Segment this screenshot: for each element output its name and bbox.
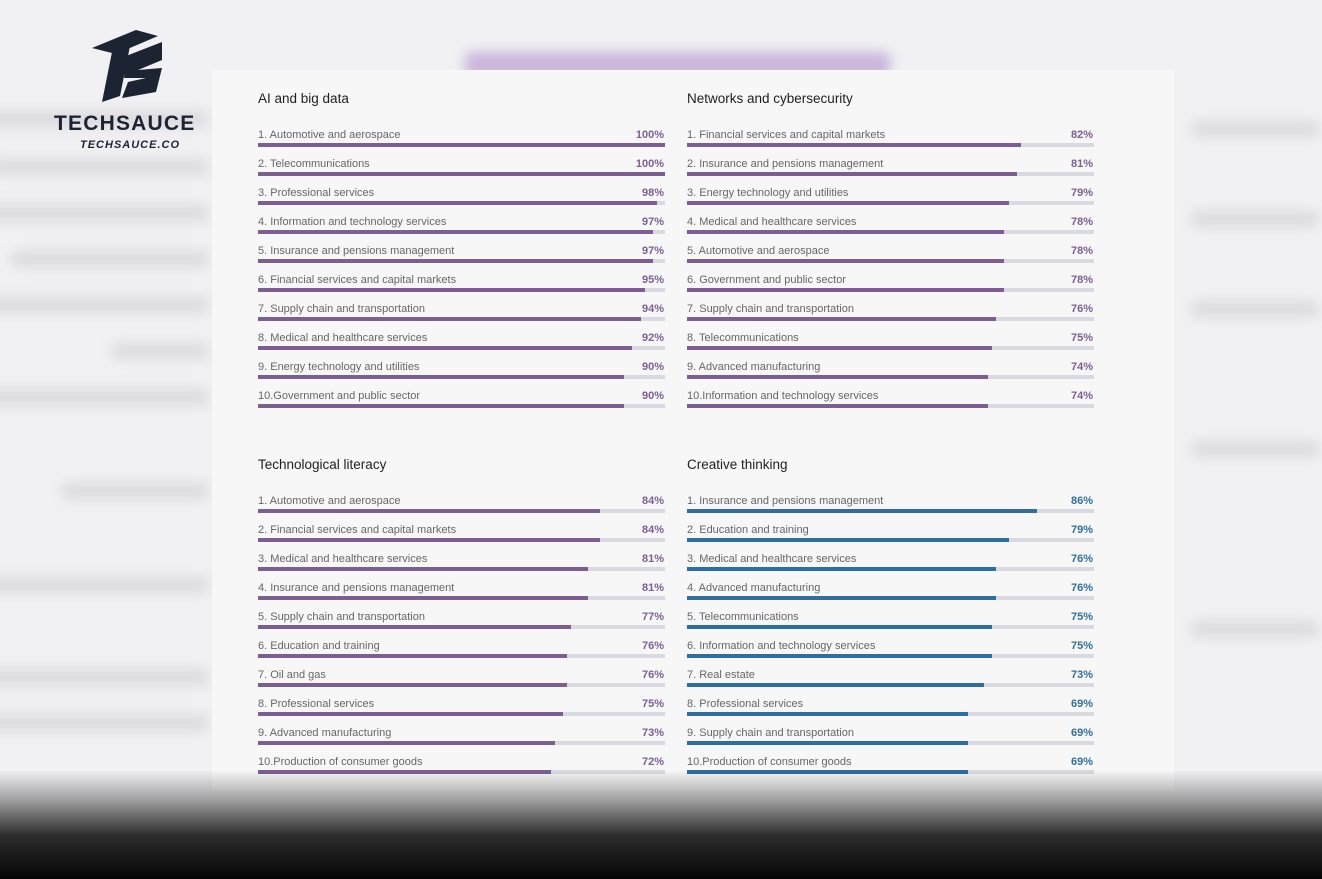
data-label: 79% xyxy=(1070,524,1093,536)
techsauce-logo-icon xyxy=(86,26,166,102)
category-label: 4. Insurance and pensions management xyxy=(258,582,455,594)
category-label: 10.Information and technology services xyxy=(687,390,879,402)
bar-row xyxy=(258,611,665,640)
blurred-text-line xyxy=(1190,440,1320,458)
data-label: 69% xyxy=(1070,727,1093,739)
data-label: 100% xyxy=(635,158,664,170)
category-label: 9. Advanced manufacturing xyxy=(258,727,392,739)
panel-title: AI and big data xyxy=(258,91,349,106)
bar-row xyxy=(687,361,1094,390)
bar xyxy=(687,288,1004,292)
bar-track xyxy=(258,288,665,292)
logo-site: TECHSAUCE.CO xyxy=(80,139,181,151)
blurred-text-line xyxy=(60,482,210,500)
blurred-text-line xyxy=(0,388,210,406)
data-label: 75% xyxy=(1070,611,1093,623)
bar-track xyxy=(258,201,665,205)
bar-row xyxy=(687,187,1094,216)
bar-track xyxy=(687,625,1094,629)
category-label: 4. Information and technology services xyxy=(258,216,447,228)
bar xyxy=(687,683,984,687)
bar-track xyxy=(687,346,1094,350)
bar xyxy=(258,625,571,629)
data-label: 76% xyxy=(641,640,664,652)
bar xyxy=(687,259,1004,263)
bar-row xyxy=(258,129,665,158)
bar-track xyxy=(687,654,1094,658)
bar-row xyxy=(687,216,1094,245)
category-label: 3. Medical and healthcare services xyxy=(687,553,857,565)
bar-row xyxy=(687,274,1094,303)
category-label: 9. Supply chain and transportation xyxy=(687,727,854,739)
bar-row xyxy=(687,698,1094,727)
data-label: 74% xyxy=(1070,361,1093,373)
bar xyxy=(258,596,588,600)
category-label: 7. Real estate xyxy=(687,669,755,681)
bar-row xyxy=(687,332,1094,361)
bar xyxy=(258,404,624,408)
bar xyxy=(687,741,968,745)
category-label: 1. Financial services and capital markets xyxy=(687,129,886,141)
bar-row xyxy=(687,495,1094,524)
bar xyxy=(687,346,992,350)
category-label: 3. Energy technology and utilities xyxy=(687,187,849,199)
data-label: 100% xyxy=(635,129,664,141)
bar-row xyxy=(258,390,665,419)
bar-row xyxy=(687,553,1094,582)
bar xyxy=(258,143,665,147)
bar-track xyxy=(687,172,1094,176)
data-label: 69% xyxy=(1070,756,1093,768)
bar xyxy=(258,201,657,205)
bar xyxy=(258,538,600,542)
blurred-text-line xyxy=(1190,210,1320,228)
bottom-dark-fade xyxy=(0,770,1322,879)
data-label: 86% xyxy=(1070,495,1093,507)
data-label: 73% xyxy=(1070,669,1093,681)
bar-track xyxy=(687,683,1094,687)
panel-title: Networks and cybersecurity xyxy=(687,91,853,106)
bar-track xyxy=(258,375,665,379)
category-label: 6. Education and training xyxy=(258,640,380,652)
data-label: 82% xyxy=(1070,129,1093,141)
bar-track xyxy=(687,317,1094,321)
category-label: 8. Telecommunications xyxy=(687,332,799,344)
bar-track xyxy=(258,172,665,176)
blurred-text-line xyxy=(0,668,210,686)
category-label: 8. Professional services xyxy=(258,698,375,710)
bar xyxy=(258,288,645,292)
bar-track xyxy=(258,230,665,234)
bar-track xyxy=(258,654,665,658)
category-label: 7. Oil and gas xyxy=(258,669,326,681)
data-label: 81% xyxy=(1070,158,1093,170)
bar-track xyxy=(687,404,1094,408)
bar-row xyxy=(687,390,1094,419)
bar-row xyxy=(258,245,665,274)
bar xyxy=(687,375,988,379)
bar-track xyxy=(258,259,665,263)
bar-track xyxy=(687,596,1094,600)
category-label: 6. Financial services and capital markets xyxy=(258,274,457,286)
bar-track xyxy=(258,538,665,542)
bar xyxy=(258,230,653,234)
blurred-text-line xyxy=(110,342,210,360)
bar-track xyxy=(687,375,1094,379)
bar-track xyxy=(687,288,1094,292)
bar-track xyxy=(687,230,1094,234)
bar xyxy=(687,404,988,408)
category-label: 2. Telecommunications xyxy=(258,158,370,170)
data-label: 97% xyxy=(641,216,664,228)
bar xyxy=(687,567,996,571)
blurred-text-line xyxy=(1190,300,1320,318)
bar-row xyxy=(687,158,1094,187)
data-label: 76% xyxy=(641,669,664,681)
data-label: 98% xyxy=(641,187,664,199)
bar-track xyxy=(687,741,1094,745)
bar xyxy=(687,172,1017,176)
category-label: 5. Automotive and aerospace xyxy=(687,245,830,257)
bar-track xyxy=(258,567,665,571)
category-label: 3. Professional services xyxy=(258,187,375,199)
bar xyxy=(258,741,555,745)
bar-row xyxy=(258,524,665,553)
data-label: 76% xyxy=(1070,303,1093,315)
category-label: 4. Medical and healthcare services xyxy=(687,216,857,228)
data-label: 75% xyxy=(1070,332,1093,344)
data-label: 75% xyxy=(1070,640,1093,652)
bar-track xyxy=(258,712,665,716)
bar-track xyxy=(687,259,1094,263)
bar-track xyxy=(258,317,665,321)
data-label: 90% xyxy=(641,390,664,402)
category-label: 9. Advanced manufacturing xyxy=(687,361,821,373)
panel-title: Technological literacy xyxy=(258,457,387,472)
bar xyxy=(687,230,1004,234)
bar xyxy=(687,654,992,658)
bar xyxy=(258,259,653,263)
category-label: 2. Education and training xyxy=(687,524,809,536)
bar xyxy=(687,509,1037,513)
category-label: 7. Supply chain and transportation xyxy=(258,303,425,315)
bar-track xyxy=(687,201,1094,205)
data-label: 90% xyxy=(641,361,664,373)
bar-track xyxy=(687,509,1094,513)
blurred-text-line xyxy=(10,250,210,268)
category-label: 1. Automotive and aerospace xyxy=(258,495,401,507)
bar-row xyxy=(258,361,665,390)
data-label: 97% xyxy=(641,245,664,257)
blurred-text-line xyxy=(1190,120,1320,138)
category-label: 6. Government and public sector xyxy=(687,274,846,286)
bar-row xyxy=(687,611,1094,640)
data-label: 81% xyxy=(641,553,664,565)
bar xyxy=(258,712,563,716)
bar-track xyxy=(258,596,665,600)
bar xyxy=(687,317,996,321)
skills-chart-card xyxy=(212,70,1174,790)
blurred-text-line xyxy=(0,158,210,176)
category-label: 10.Government and public sector xyxy=(258,390,421,402)
bar xyxy=(258,654,567,658)
bar-track xyxy=(258,625,665,629)
data-label: 95% xyxy=(641,274,664,286)
category-label: 2. Insurance and pensions management xyxy=(687,158,884,170)
bar-row xyxy=(258,332,665,361)
bar-row xyxy=(258,158,665,187)
bar-row xyxy=(687,640,1094,669)
bar-track xyxy=(258,404,665,408)
bar-track xyxy=(687,143,1094,147)
bar-row xyxy=(258,640,665,669)
bar-row xyxy=(258,303,665,332)
bar-track xyxy=(258,346,665,350)
category-label: 3. Medical and healthcare services xyxy=(258,553,428,565)
category-label: 5. Telecommunications xyxy=(687,611,799,623)
blurred-text-line xyxy=(1190,620,1320,638)
category-label: 10.Production of consumer goods xyxy=(687,756,852,768)
data-label: 74% xyxy=(1070,390,1093,402)
bar-row xyxy=(687,582,1094,611)
data-label: 76% xyxy=(1070,553,1093,565)
bar xyxy=(687,538,1009,542)
bar xyxy=(687,143,1021,147)
blurred-text-line xyxy=(0,296,210,314)
data-label: 78% xyxy=(1070,216,1093,228)
bar xyxy=(687,625,992,629)
bar-row xyxy=(258,216,665,245)
bar-track xyxy=(687,712,1094,716)
bar-row xyxy=(687,669,1094,698)
data-label: 77% xyxy=(641,611,664,623)
category-label: 9. Energy technology and utilities xyxy=(258,361,420,373)
bar-track xyxy=(258,509,665,513)
bar-row xyxy=(687,129,1094,158)
category-label: 6. Information and technology services xyxy=(687,640,876,652)
bar-track xyxy=(258,683,665,687)
bar-row xyxy=(258,187,665,216)
category-label: 2. Financial services and capital markets xyxy=(258,524,457,536)
data-label: 84% xyxy=(641,495,664,507)
data-label: 75% xyxy=(641,698,664,710)
data-label: 69% xyxy=(1070,698,1093,710)
bar-row xyxy=(687,303,1094,332)
blurred-text-line xyxy=(0,714,210,732)
bar-track xyxy=(687,538,1094,542)
category-label: 7. Supply chain and transportation xyxy=(687,303,854,315)
data-label: 78% xyxy=(1070,274,1093,286)
category-label: 1. Automotive and aerospace xyxy=(258,129,401,141)
bar-row xyxy=(687,524,1094,553)
data-label: 72% xyxy=(641,756,664,768)
category-label: 5. Insurance and pensions management xyxy=(258,245,455,257)
data-label: 78% xyxy=(1070,245,1093,257)
bar-row xyxy=(258,553,665,582)
bar-row xyxy=(258,274,665,303)
techsauce-logo[interactable] xyxy=(50,22,210,157)
blurred-text-line xyxy=(0,204,210,222)
bar-row xyxy=(258,495,665,524)
category-label: 4. Advanced manufacturing xyxy=(687,582,821,594)
data-label: 79% xyxy=(1070,187,1093,199)
bar-track xyxy=(258,741,665,745)
bar-row xyxy=(258,698,665,727)
category-label: 8. Professional services xyxy=(687,698,804,710)
bar xyxy=(258,375,624,379)
category-label: 5. Supply chain and transportation xyxy=(258,611,425,623)
bar-row xyxy=(258,727,665,756)
bar xyxy=(258,172,665,176)
data-label: 76% xyxy=(1070,582,1093,594)
category-label: 10.Production of consumer goods xyxy=(258,756,423,768)
blurred-text-line xyxy=(0,576,210,594)
data-label: 84% xyxy=(641,524,664,536)
data-label: 92% xyxy=(641,332,664,344)
logo-wordmark: TECHSAUCE xyxy=(54,112,196,135)
bar-track xyxy=(687,567,1094,571)
bar xyxy=(687,712,968,716)
category-label: 1. Insurance and pensions management xyxy=(687,495,884,507)
data-label: 94% xyxy=(641,303,664,315)
bar-row xyxy=(258,669,665,698)
bar xyxy=(258,317,641,321)
panel-title: Creative thinking xyxy=(687,457,788,472)
bar-row xyxy=(687,727,1094,756)
bar-track xyxy=(258,143,665,147)
bar xyxy=(258,346,632,350)
category-label: 8. Medical and healthcare services xyxy=(258,332,428,344)
data-label: 73% xyxy=(641,727,664,739)
bar xyxy=(687,596,996,600)
bar-row xyxy=(258,582,665,611)
bar-row xyxy=(687,245,1094,274)
bar xyxy=(258,683,567,687)
bar xyxy=(258,509,600,513)
data-label: 81% xyxy=(641,582,664,594)
bar xyxy=(687,201,1009,205)
bar xyxy=(258,567,588,571)
